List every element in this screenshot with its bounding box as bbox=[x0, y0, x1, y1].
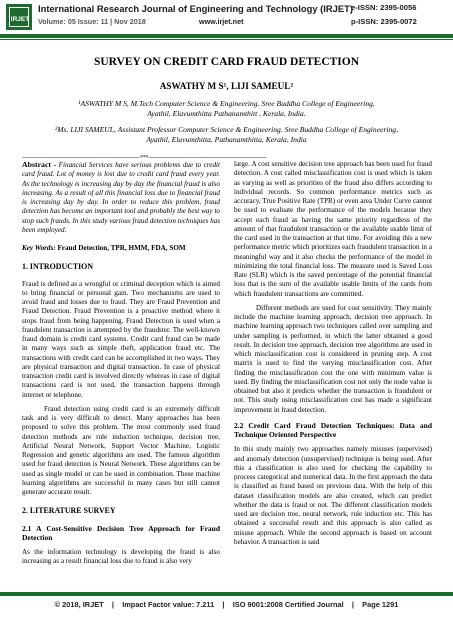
abstract-text: Financial Services have serious problems due to credit card fraud. Lot of money is lost due to credit card fraud every year. As the technology is increasing day by day the financial fraud is also increasing. As a result of all this financial loss due to financial fraud is increasing day by day. In order to reduce this problem, fraud detection has become an important tool and probably the best way to stop such frauds. In this study various fraud detection techniques has been employed. bbox=[22, 161, 220, 234]
journal-name: International Research Journal of Engineering and Technology (IRJET) bbox=[38, 3, 353, 14]
section-heading-literature-survey: 2. LITERATURE SURVEY bbox=[22, 506, 116, 516]
subsection-heading-2-2: 2.2 Credit Card Fraud Detection Techniques: Data and Technique Oriented Perspective bbox=[234, 420, 432, 439]
subsection-2-1-paragraph: As the information technology is developing the fraud is also increasing as a result financial loss due to fraud is also very bbox=[22, 548, 220, 566]
right-paragraph-2: Different methods are used for cost sensitivity. They mainly include the machine learning approach, decision tree approach. In machine learning approach two techniques called over sampling and under sampling is performed, in which the latter obtained a good result. In decision tree approach, decision tree algorithms are used in which misclassification cost is considered in pruning step. A cost matrix is used to find the varying misclassification cost. After finding the misclassification cost the one with minimum value is used. By finding the misclassification cost not only the node value is obtained but also it predicts whether the transaction is fraudulent or not. This study using misclassification cost has made a significant improvement in fraud detection. bbox=[234, 303, 432, 414]
abstract-paragraph bbox=[22, 160, 220, 235]
footer-divider: | bbox=[351, 600, 354, 609]
section-separator: --------------------------------------------------------------------------***-------------------------------------------------------------------------- bbox=[22, 155, 267, 161]
footer-rule bbox=[0, 592, 453, 596]
right-paragraph-3: In this study mainly two approaches namely misuses (supervised) and anomaly detection (unsupervised) technique is being used. After this a classification is also used for checking the capability to process categorical and numerical data. In the first approach the data is classified as fraud based on previous data. With the help of this dataset classification models are also created, which can predict whether the data is fraud or not. The different classification models used are decision tree, neural network, rule induction etc. This has obtained a successful result and this approach is also called as misuse approach. While the second approach is based on account behavior. A transaction is said bbox=[234, 445, 432, 546]
page-footer bbox=[0, 600, 453, 609]
journal-website[interactable]: www.irjet.net bbox=[199, 17, 244, 26]
footer-iso: ISO 9001:2008 Certified Journal bbox=[232, 600, 344, 609]
right-column bbox=[234, 160, 432, 552]
paper-title: SURVEY ON CREDIT CARD FRAUD DETECTION bbox=[93, 56, 360, 68]
volume-issue: Volume: 05 Issue: 11 | Nov 2018 bbox=[38, 17, 146, 26]
footer-impact-factor: Impact Factor value: 7.211 bbox=[122, 600, 215, 609]
intro-paragraph-1: Fraud is defined as a wrongful or criminal deception which is aimed to bring financial or personal gain. Two mechanisms are used to avoid fraud and losses due to fraud. They are Fraud Prevention and Fraud Detection. Fraud Prevention is a proactive method where it stops fraud from being happening. Fraud Detection is used when a fraudulent transaction is attempted by the fraudster. The well-known fraud domain is credit card systems. Credit card fraud can be made in many ways such as simple theft, application fraud etc. The transactions with credit card can be accomplished in two ways. They are physical transaction and digital transaction. In case of physical transaction credit card is involved directly whereas in case of digital transactions card is not used, the transaction happens through internet or telephone. bbox=[22, 279, 220, 399]
keywords-text: Fraud Detection, TPR, HMM, FDA, SOM bbox=[55, 244, 186, 252]
footer-divider: | bbox=[111, 600, 114, 609]
irjet-logo bbox=[6, 4, 32, 30]
journal-header bbox=[0, 0, 453, 44]
affiliation-2-line-1: ²Ms. LIJI SAMEUL, Assistant Professor Computer Science & Engineering. Sree Buddha College of Engineering, bbox=[54, 125, 399, 134]
logo-text: IRJET bbox=[10, 16, 30, 23]
keywords-label: Key Words: bbox=[22, 244, 56, 252]
footer-copyright: © 2018, IRJET bbox=[54, 600, 104, 609]
header-rule-thin bbox=[0, 39, 453, 40]
subsection-heading-2-1: 2.1 A Cost-Sensitive Decision Tree Approach for Fraud Detection bbox=[22, 523, 220, 542]
paper-authors: ASWATHY M S¹, LIJI SAMEUL² bbox=[159, 81, 294, 91]
section-heading-introduction: 1. INTRODUCTION bbox=[22, 262, 94, 272]
abstract-label: Abstract - bbox=[22, 160, 57, 169]
keywords-paragraph bbox=[22, 244, 220, 253]
affiliation-2-line-2: Ayathil, Elavumthitta, Pathanamthitta, Kerala, India bbox=[146, 135, 307, 144]
eissn: e-ISSN: 2395-0056 bbox=[351, 3, 417, 12]
header-rule bbox=[0, 34, 453, 38]
intro-paragraph-2: Fraud detection using credit card is an extremely difficult task and is very difficult to detect. Many approaches has been proposed to solve this problem. The most commonly used fraud detection methods are rule induction technique, decision tree, Artificial Neural Network, Support Vector Machine, Logistic Regression and genetic algorithms are used. The famous algorithm used for fraud detection is Neural Network. These algorithms can be used as single model or can be used in combination. These machine learning algorithms are successful in many cases but still cannot generate accurate result. bbox=[22, 404, 220, 496]
affiliation-1-line-1: ¹ASWATHY M S, M.Tech Computer Science & Engineering. Sree Buddha College of Engineering, bbox=[78, 99, 375, 108]
logo-frame bbox=[9, 7, 29, 27]
footer-page-number: Page 1291 bbox=[362, 600, 399, 609]
affiliation-1-line-2: Ayathil, Elavumthitta Pathanamthitt , Kerala, India. bbox=[147, 109, 306, 118]
pissn: p-ISSN: 2395-0072 bbox=[351, 17, 417, 26]
footer-divider: | bbox=[222, 600, 225, 609]
left-column bbox=[22, 160, 220, 572]
right-paragraph-1: large. A cost sensitive decision tree approach has been used for fraud detection. A cost called misclassification cost is used which is taken as varying as well as priorities of the fraud also differs according to individual records. So common performance metrics such as accuracy, True Positive Rate (TPR) or even area Under Curve cannot be used to evaluate the performance of the models because they accept each fraud as having the same priority regardless of the amount of that fraudulent transaction or the available usable limit of the card used in the transaction at that time. For avoiding this a new performance metric which prioritizes each fraudulent transaction in a meaningful way and it also checks the performance of the model in minimizing the total financial loss. The measure used is Saved Loss Rate (SLR) which is the saved percentage of the potential financial loss that is the sum of the available usable limits of the cards from which fraudulent transactions are committed. bbox=[234, 160, 432, 298]
